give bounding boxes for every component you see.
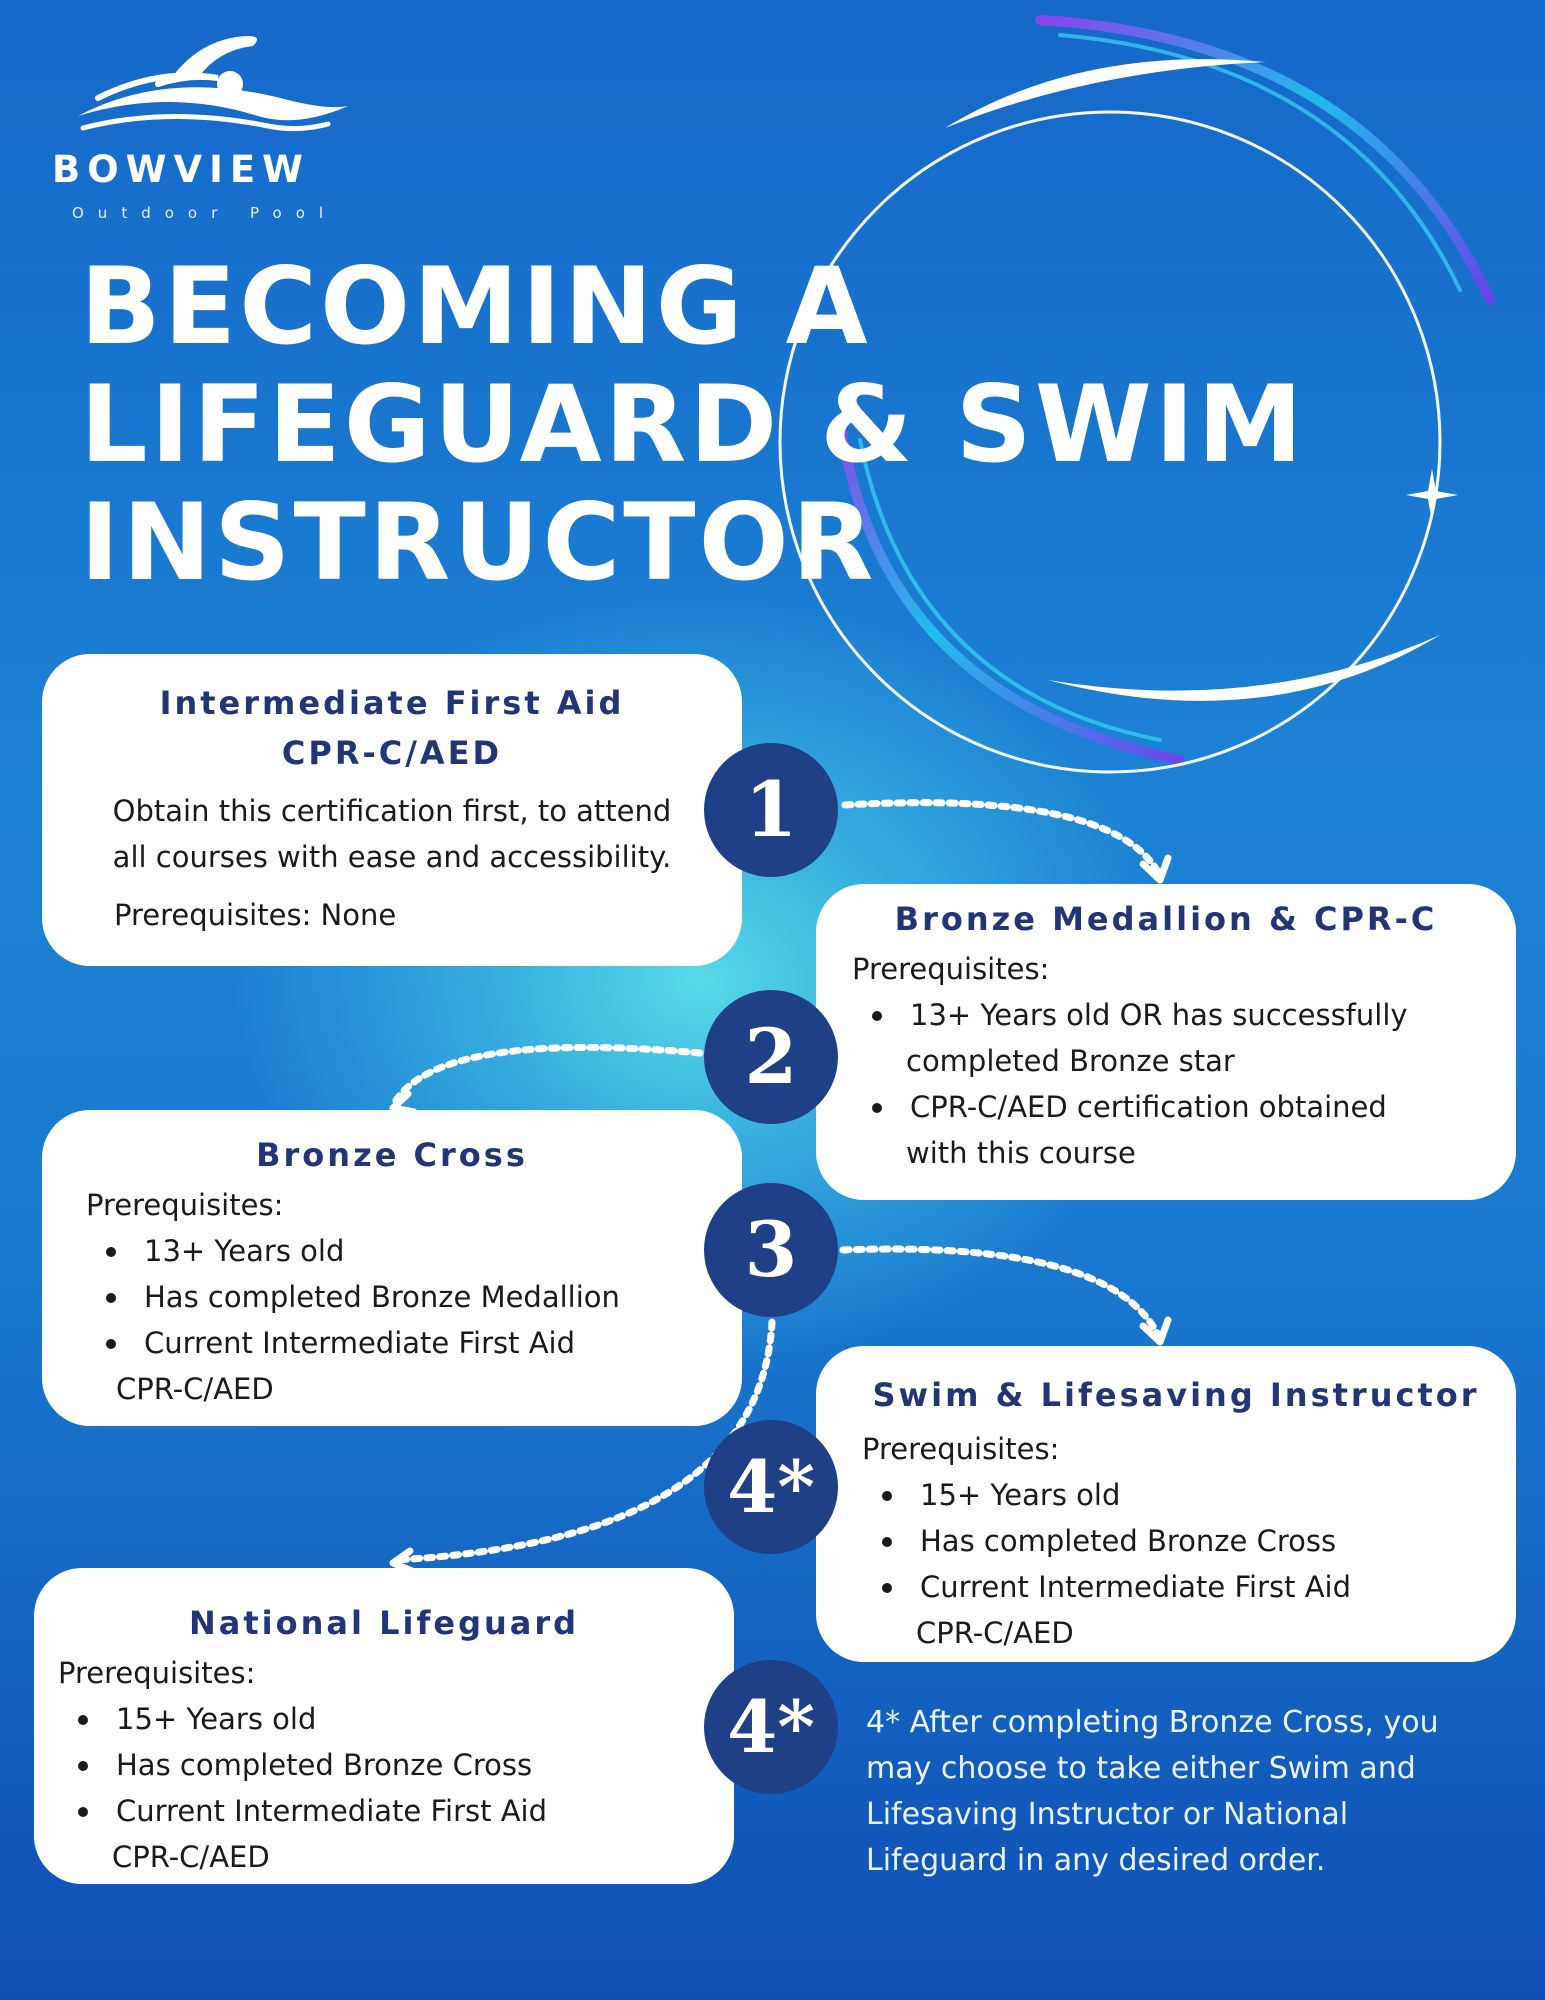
requirement-text: Has completed Bronze Cross [116,1748,533,1782]
requirement-text: with this course [906,1136,1136,1170]
title-line: LIFEGUARD & SWIM [80,363,1306,486]
list-item [852,992,1512,1084]
sparkle-icon [1406,469,1458,521]
crescent-top [945,59,1265,128]
requirement-text: Current Intermediate First Aid [116,1794,548,1828]
step-4a-badge: 4* [704,1420,838,1554]
title-line: INSTRUCTOR [80,481,877,604]
card-title-line: CPR-C/AED [281,734,503,772]
card-bronze-medallion [816,884,1516,1200]
list-item [852,1084,1512,1176]
footnote [866,1700,1466,1884]
prereq-label: Prerequisites: [862,1432,1060,1466]
list-item [58,1788,718,1880]
requirement-text: CPR-C/AED [116,1372,274,1406]
list-item [86,1228,726,1274]
requirement-text: CPR-C/AED [916,1616,1074,1650]
card-swim-instructor [816,1346,1516,1662]
list-item [58,1696,718,1742]
requirement-text: Current Intermediate First Aid [144,1326,576,1360]
requirements-list [862,1472,1502,1656]
card-title: Swim & Lifesaving Instructor [872,1376,1480,1414]
card-first-aid [42,654,742,966]
crescent-bottom [1048,635,1440,701]
step-3-badge: 3 [704,1183,838,1317]
card-national-lifeguard [34,1568,734,1884]
arrow-2-to-3 [395,1047,700,1102]
arrowhead-1 [1143,858,1168,880]
step-4b-badge: 4* [704,1660,838,1794]
brand-subtitle: Outdoor Pool [72,204,338,222]
list-item [862,1472,1502,1518]
list-item [862,1518,1502,1564]
brand-name: BOWVIEW [52,148,310,191]
arrow-1-to-2 [845,803,1158,872]
list-item [86,1320,726,1412]
description-line: all courses with ease and accessibility. [112,840,672,874]
requirements-list [58,1696,718,1880]
requirement-text: 15+ Years old [116,1702,317,1736]
prereq-label: Prerequisites: [86,1188,284,1222]
card-title: National Lifeguard [188,1604,580,1642]
requirements-list [852,992,1512,1176]
footnote-line: 4* After completing Bronze Cross, you [866,1705,1439,1740]
requirement-text: CPR-C/AED certification obtained [910,1090,1387,1124]
title-line: BECOMING A [80,245,871,368]
prereq-label: Prerequisites: [58,1656,256,1690]
requirement-text: Current Intermediate First Aid [920,1570,1352,1604]
page-title [80,245,1380,604]
card-bronze-cross [42,1110,742,1426]
list-item [86,1274,726,1320]
requirement-text: completed Bronze star [906,1044,1235,1078]
card-title-line: Intermediate First Aid [159,684,625,722]
list-item [58,1742,718,1788]
footnote-line: Lifeguard in any desired order. [866,1843,1326,1878]
card-title [42,678,742,778]
requirement-text: 13+ Years old OR has successfully [910,998,1408,1032]
footnote-line: Lifesaving Instructor or National [866,1797,1349,1832]
requirements-list [86,1228,726,1412]
prereq-line: Prerequisites: None [114,898,397,932]
step-2-badge: 2 [704,990,838,1124]
requirement-text: Has completed Bronze Medallion [144,1280,620,1314]
footnote-line: may choose to take either Swim and [866,1751,1416,1786]
card-title: Bronze Medallion & CPR-C [894,900,1438,938]
requirement-text: 13+ Years old [144,1234,345,1268]
prereq-label: Prerequisites: [852,952,1050,986]
requirement-text: CPR-C/AED [112,1840,270,1874]
card-title: Bronze Cross [256,1136,528,1174]
step-1-badge: 1 [704,743,838,877]
requirement-text: 15+ Years old [920,1478,1121,1512]
arrowhead-3 [1143,1320,1168,1342]
list-item [862,1564,1502,1656]
arrow-3-to-4a [843,1249,1158,1335]
description-line: Obtain this certification first, to attend [112,794,672,828]
swimmer-icon [48,28,348,138]
requirement-text: Has completed Bronze Cross [920,1524,1337,1558]
card-description [62,788,722,880]
